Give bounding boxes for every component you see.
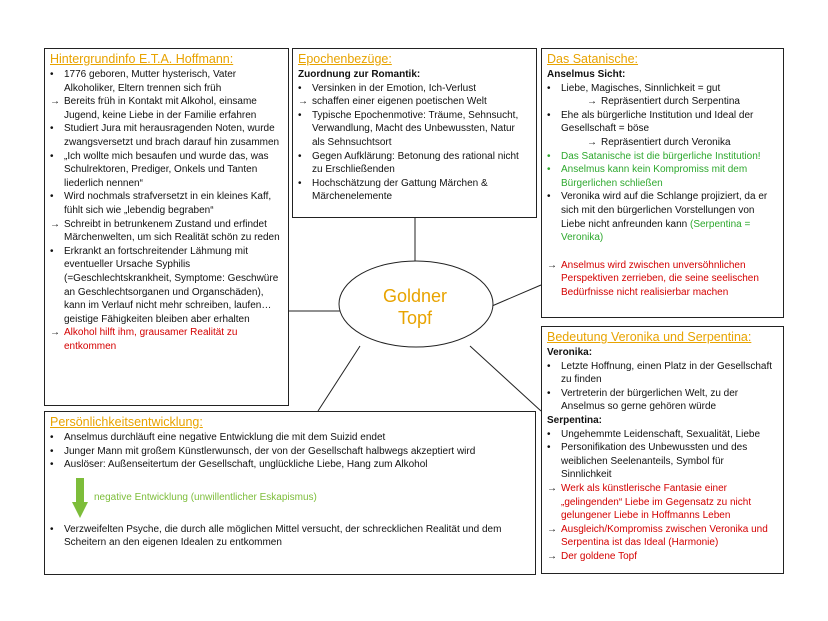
hintergrund-item <box>50 190 282 217</box>
bullet-marker: • <box>547 442 551 454</box>
bullet-marker: → <box>547 550 557 562</box>
bullet-text: Ausgleich/Kompromiss zwischen Veronika und Serpentina ist das Ideal (Harmonie) <box>561 523 768 549</box>
connector-persoenlich <box>318 346 360 411</box>
persoenlich-item <box>50 431 529 445</box>
bullet-marker: • <box>547 428 551 440</box>
bullet-text: Erkrankt an fortschreitender Lähmung mit eventueller Ursache Syphilis (=Geschlechtskrankheit, Symptome: Geschwüre an Geschlechtsorganen und Organschäden), kann im Verlauf nicht mehr schreiben, laufen… geistige Fähigkeiten bleiben aber erhalten <box>64 245 279 325</box>
serpentina-item <box>547 482 777 523</box>
bullet-text: Hochschätzung der Gattung Märchen & Märchenelemente <box>312 177 488 203</box>
bullet-text: Typische Epochenmotive: Träume, Sehnsucht, Verwandlung, Macht des Unbewussten, Natur als Sehnsuchtsort <box>312 109 519 148</box>
bullet-text: Alkohol hilft ihm, grausamer Realität zu entkommen <box>64 327 238 352</box>
central-topic <box>340 285 490 329</box>
bullet-marker: • <box>50 150 54 162</box>
bullet-marker: → <box>547 523 557 535</box>
bullet-marker: → <box>50 96 60 108</box>
bullet-text: schaffen einer eigenen poetischen Welt <box>312 96 487 108</box>
epochen-subtitle: Zuordnung zur Romantik: <box>298 69 421 80</box>
bullet-marker: • <box>50 245 54 257</box>
hintergrund-item <box>50 218 282 245</box>
bullet-marker: • <box>547 387 551 399</box>
satanische-item-5: • Veronika wird auf die Schlange projiziert, da er sich mit den bürgerlichen Vorstellungen von Liebe nicht anfreunden kann (Serpentina = Veronika) <box>547 191 768 244</box>
bullet-text: Bereits früh in Kontakt mit Alkohol, einsame Jugend, keine Liebe in der Familie erfahren <box>64 96 257 121</box>
bullet-text: Studiert Jura mit herausragenden Noten, wurde zwangsversetzt und brach darauf hin zusammen <box>64 123 280 148</box>
epochen-item <box>298 109 530 150</box>
hintergrund-item <box>50 95 282 122</box>
bullet-text: Ungehemmte Leidenschaft, Sexualität, Liebe <box>561 428 761 440</box>
hintergrund-box <box>44 48 289 406</box>
bullet-marker: → <box>50 218 60 230</box>
veronika-list <box>547 360 777 414</box>
persoenlich-box <box>44 411 536 575</box>
bullet-text: Werk als künstlerische Fantasie einer „gelingenden“ Liebe im Gegensatz zu nicht gelungener Liebe in Hoffmanns Leben <box>561 482 752 522</box>
bullet-text: 1776 geboren, Mutter hysterisch, Vater Alkoholiker, Eltern trennen sich früh <box>64 69 237 94</box>
satanische-item-3: • Das Satanische ist die bürgerliche Institution! <box>547 150 761 162</box>
persoenlich-item <box>50 445 529 459</box>
hintergrund-item <box>50 150 282 191</box>
bullet-text: Anselmus durchläuft eine negative Entwicklung die mit dem Suizid endet <box>64 432 386 443</box>
connector-bedeutung <box>470 346 541 411</box>
veronika-item <box>547 360 777 387</box>
bullet-marker: • <box>50 191 54 203</box>
bullet-text: Letzte Hoffnung, einen Platz in der Gesellschaft zu finden <box>561 360 773 386</box>
bullet-marker: → <box>547 482 557 494</box>
bullet-text: Versinken in der Emotion, Ich-Verlust <box>312 82 476 94</box>
development-arrow-row <box>50 478 529 518</box>
bullet-text: Personifikation des Unbewussten und des weiblichen Seelenanteils, Symbol für Sinnlichkeit <box>561 442 748 481</box>
bullet-marker: • <box>50 445 54 457</box>
serpentina-item <box>547 550 777 564</box>
bullet-text: Schreibt in betrunkenem Zustand und erfindet Märchenwelten, um sich Realität schön zu reden <box>64 218 280 244</box>
bullet-marker: → <box>50 327 60 339</box>
hintergrund-item <box>50 68 282 95</box>
connector-satanische <box>492 285 541 306</box>
satanische-item-1: • Liebe, Magisches, Sinnlichkeit = gut <box>547 82 721 94</box>
epochen-box <box>292 48 537 218</box>
bullet-marker: • <box>298 177 302 189</box>
hintergrund-title: Hintergrundinfo E.T.A. Hoffmann: <box>50 52 234 66</box>
satanische-subtitle: Anselmus Sicht: <box>547 69 626 80</box>
serpentina-list <box>547 428 777 564</box>
satanische-item-1-sub: → Repräsentiert durch Serpentina <box>587 96 740 108</box>
bullet-marker: → <box>298 96 308 108</box>
bullet-marker: • <box>50 123 54 135</box>
bullet-marker: • <box>298 82 302 94</box>
epochen-list <box>298 82 530 204</box>
bullet-marker: • <box>50 459 54 471</box>
epochen-item <box>298 95 530 109</box>
epochen-item <box>298 82 530 96</box>
bullet-marker: • <box>547 360 551 372</box>
epochen-title: Epochenbezüge: <box>298 52 392 66</box>
bedeutung-title: Bedeutung Veronika und Serpentina: <box>547 330 752 344</box>
epochen-item <box>298 150 530 177</box>
satanische-item-6: → Anselmus wird zwischen unversöhnlichen Perspektiven zerrieben, die seine seelischen Bedürfnisse nicht realisierbar machen <box>547 259 759 298</box>
epochen-item <box>298 177 530 204</box>
satanische-title: Das Satanische: <box>547 52 639 66</box>
hintergrund-item <box>50 326 282 353</box>
hintergrund-list <box>50 68 282 353</box>
bullet-marker: • <box>50 69 54 80</box>
serpentina-item <box>547 523 777 550</box>
bullet-text: Vertreterin der bürgerlichen Welt, zu der Anselmus so gerne gehören würde <box>561 387 739 413</box>
bullet-text: Der goldene Topf <box>561 550 637 562</box>
veronika-label: Veronika: <box>547 347 593 358</box>
satanische-item-4: • Anselmus kann kein Kompromiss mit dem Bürgerlichen schließen <box>547 164 748 189</box>
satanische-item-2: • Ehe als bürgerliche Institution und Ideal der Gesellschaft = böse <box>547 109 754 135</box>
hintergrund-item <box>50 245 282 327</box>
bullet-text: Wird nochmals strafversetzt in ein kleines Kaff, fühlt sich wie „lebendig begraben“ <box>64 191 272 216</box>
central-topic-line2: Topf <box>397 308 433 328</box>
bullet-marker: • <box>50 432 54 443</box>
veronika-item <box>547 387 777 414</box>
bullet-text: Gegen Aufklärung: Betonung des rational nicht zu Erschließenden <box>312 150 519 176</box>
bullet-text: Auslöser: Außenseitertum der Gesellschaft, unglückliche Liebe, Hang zum Alkohol <box>64 459 428 471</box>
serpentina-label: Serpentina: <box>547 414 603 426</box>
bullet-text: Junger Mann mit großem Künstlerwunsch, der von der Gesellschaft halbwegs akzeptiert wird <box>64 445 476 457</box>
persoenlich-item <box>50 458 529 472</box>
hintergrund-item <box>50 122 282 149</box>
persoenlich-last-item: • Verzweifelten Psyche, die durch alle möglichen Mittel versucht, der schrecklichen Realität und dem Scheitern an den eigenen Idealen zu entkommen <box>50 523 502 549</box>
serpentina-item <box>547 428 777 442</box>
bedeutung-box <box>541 326 784 574</box>
down-arrow-icon <box>72 478 88 518</box>
persoenlich-list <box>50 431 529 472</box>
satanische-box <box>541 48 784 318</box>
bullet-marker: • <box>298 109 302 121</box>
persoenlich-title: Persönlichkeitsentwicklung: <box>50 415 203 429</box>
bullet-marker: • <box>298 150 302 162</box>
serpentina-item <box>547 441 777 482</box>
development-arrow-label: negative Entwicklung (unwillentlicher Eskapismus) <box>94 491 317 503</box>
central-topic-line1: Goldner <box>382 286 448 306</box>
satanische-item-2-sub: → Repräsentiert durch Veronika <box>587 136 731 148</box>
bullet-text: „Ich wollte mich besaufen und wurde das, was Schulrektoren, Prediger, Onkels und Tanten liederlich nennen“ <box>64 150 269 189</box>
